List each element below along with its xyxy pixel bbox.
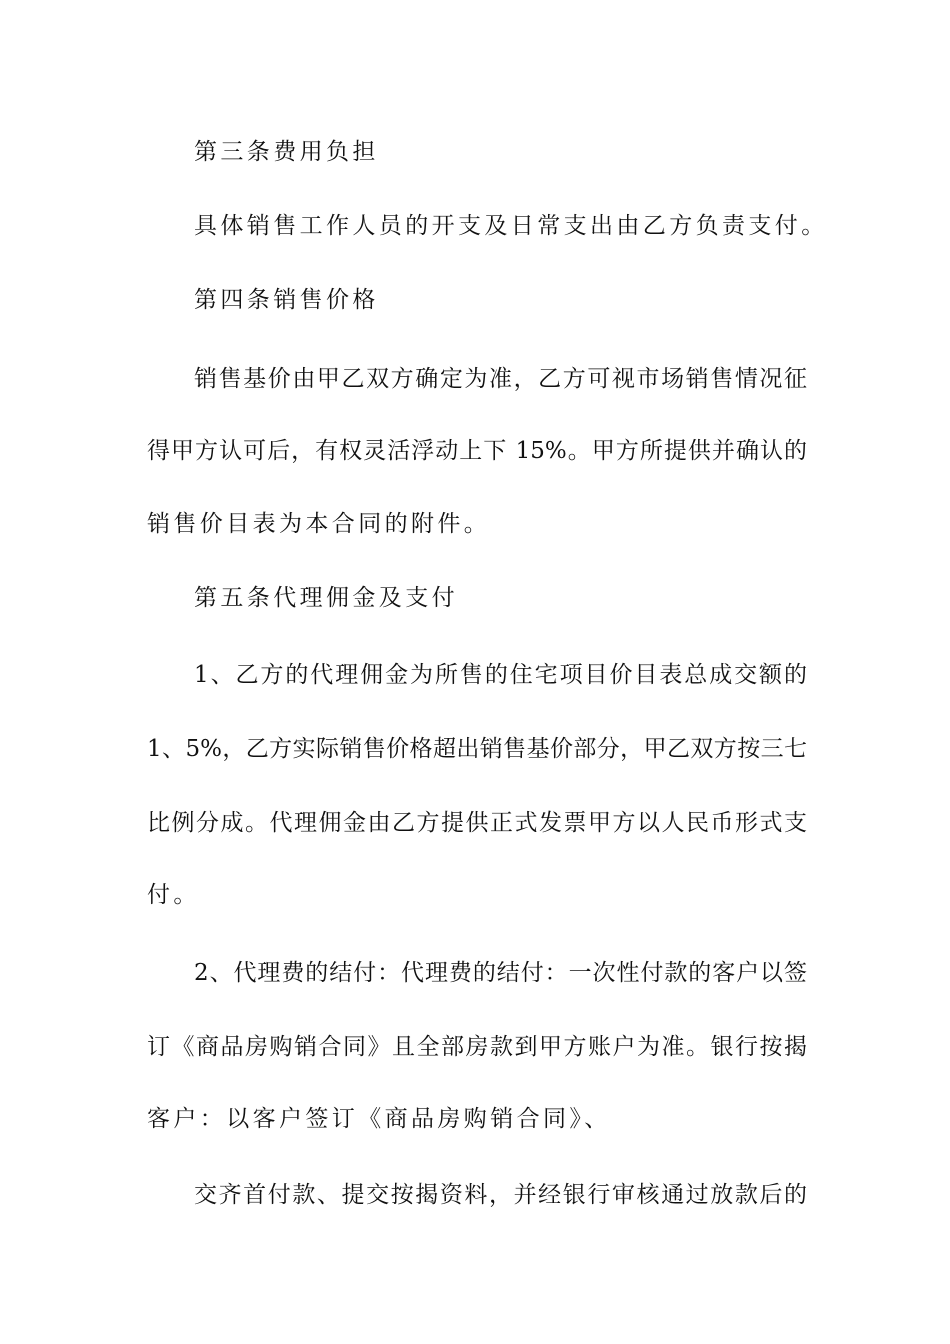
paragraph-line: 1、乙方的代理佣金为所售的住宅项目价目表总成交额的 [194,662,807,688]
paragraph-line: 销售基价由甲乙双方确定为准，乙方可视市场销售情况征 [194,366,807,392]
paragraph-line: 1、5%，乙方实际销售价格超出销售基价部分，甲乙双方按三七 [147,736,807,762]
paragraph-line: 2、代理费的结付：代理费的结付：一次性付款的客户以签 [194,960,807,986]
paragraph-line: 得甲方认可后，有权灵活浮动上下 15%。甲方所提供并确认的 [147,438,807,464]
heading-article-4: 第四条销售价格 [194,287,379,313]
paragraph-line: 销售价目表为本合同的附件。 [147,511,491,537]
paragraph-line: 订《商品房购销合同》且全部房款到甲方账户为准。银行按揭 [147,1034,807,1060]
heading-article-5: 第五条代理佣金及支付 [194,585,458,611]
heading-article-3: 第三条费用负担 [194,139,379,165]
paragraph-line: 客户：以客户签订《商品房购销合同》、 [147,1106,611,1132]
paragraph-line: 比例分成。代理佣金由乙方提供正式发票甲方以人民币形式支 [147,810,807,836]
paragraph-line: 交齐首付款、提交按揭资料，并经银行审核通过放款后的 [194,1182,807,1208]
paragraph-line: 具体销售工作人员的开支及日常支出由乙方负责支付。 [194,213,828,239]
paragraph-line: 付。 [147,882,200,908]
